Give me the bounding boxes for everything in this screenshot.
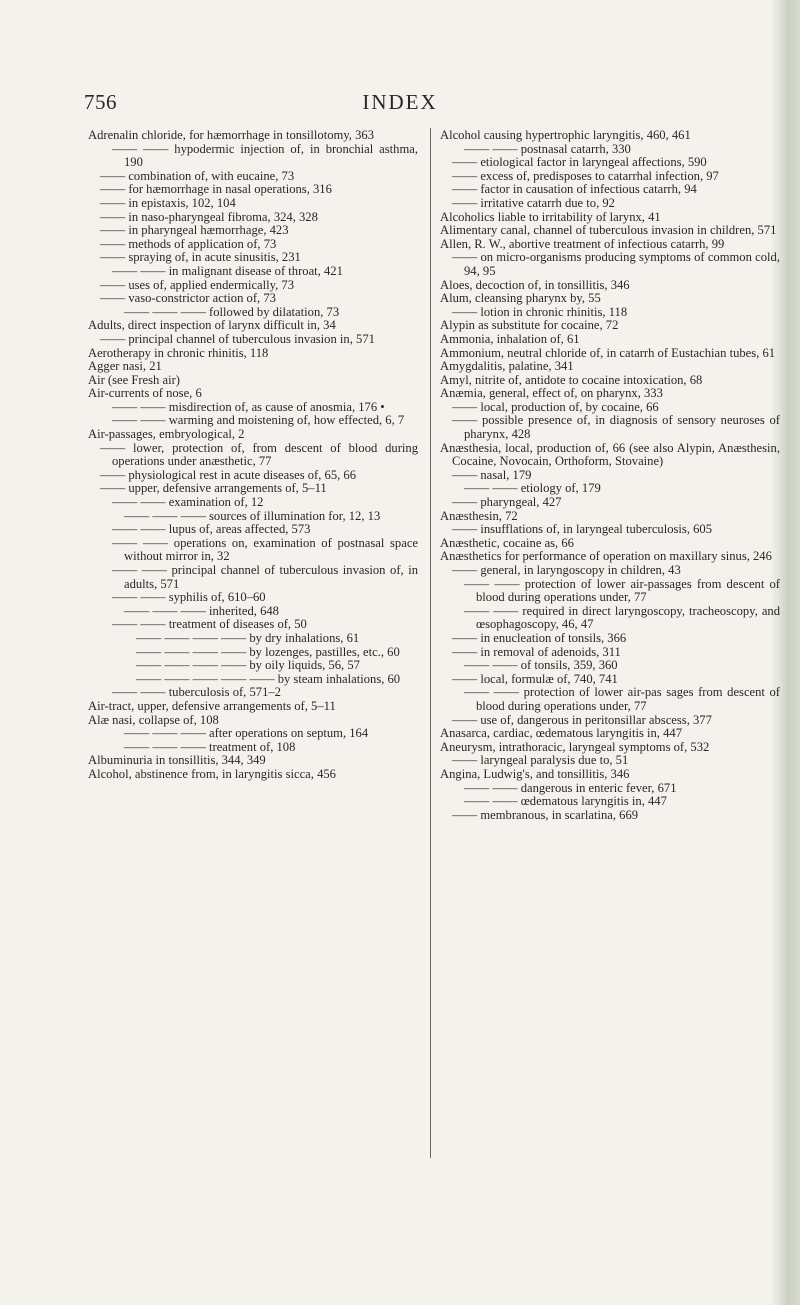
index-entry xyxy=(440,809,780,823)
index-entry-text: lotion in chronic rhinitis, 118 xyxy=(480,304,628,319)
index-entry-dash: —— —— —— xyxy=(124,603,206,618)
index-entry-text: after operations on septum, 164 xyxy=(209,726,369,741)
index-entry-text: Amyl, nitrite of, antidote to cocaine intoxication, 68 xyxy=(440,372,703,387)
index-entry xyxy=(88,428,418,442)
index-entry-dash: —— xyxy=(452,563,478,577)
index-entry-text: use of, dangerous in peritonsillar abscess, 377 xyxy=(480,712,712,727)
index-entry xyxy=(440,156,780,170)
index-entry-dash: —— —— xyxy=(112,563,167,577)
index-column-left xyxy=(88,129,418,782)
index-entry xyxy=(440,442,780,469)
index-entry xyxy=(88,659,418,673)
index-entry-text: Alimentary canal, channel of tuberculous invasion in children, 571 xyxy=(440,223,777,238)
index-entry xyxy=(440,795,780,809)
index-entry-text: Albuminuria in tonsillitis, 344, 349 xyxy=(88,753,266,768)
index-entry xyxy=(88,646,418,660)
index-entry xyxy=(440,714,780,728)
index-entry-dash: —— xyxy=(100,223,126,238)
index-entry-text: on micro-organisms producing symptoms of common cold, 94, 95 xyxy=(464,250,780,278)
index-entry xyxy=(88,537,418,564)
index-entry-text: excess of, predisposes to catarrhal infection, 97 xyxy=(480,168,719,183)
index-entry-dash: —— —— —— xyxy=(124,508,206,523)
index-entry xyxy=(440,659,780,673)
index-entry xyxy=(440,673,780,687)
index-entry xyxy=(440,170,780,184)
index-entry-dash: —— —— xyxy=(112,685,166,700)
index-entry-dash: —— xyxy=(452,712,478,727)
index-entry-dash: —— xyxy=(452,155,478,170)
index-entry-text: spraying of, in acute sinusitis, 231 xyxy=(128,250,301,265)
index-entry xyxy=(88,238,418,252)
index-entry-dash: —— xyxy=(452,467,478,482)
index-entry xyxy=(440,197,780,211)
index-entry-dash: —— xyxy=(452,182,478,197)
index-entry-dash: —— —— —— xyxy=(124,739,206,754)
index-entry-text: general, in laryngoscopy in children, 43 xyxy=(480,563,681,577)
index-entry-text: followed by dilatation, 73 xyxy=(209,304,340,319)
index-entry-text: insufflations of, in laryngeal tuberculosis, 605 xyxy=(480,522,713,537)
index-entry xyxy=(88,591,418,605)
index-entry xyxy=(88,306,418,320)
index-entry-dash: —— —— xyxy=(464,794,518,809)
index-entry xyxy=(440,537,780,551)
index-entry-dash: —— xyxy=(452,304,478,319)
index-entry-dash: —— —— xyxy=(112,590,166,605)
index-entry xyxy=(440,564,780,578)
index-entry-text: laryngeal paralysis due to, 51 xyxy=(480,753,629,768)
index-entry xyxy=(88,605,418,619)
index-entry-text: Anæsthetics for performance of operation on maxillary sinus, 246 xyxy=(440,549,772,564)
index-entry-text: principal channel of tuberculous invasion of, in adults, 571 xyxy=(124,563,418,591)
index-entry xyxy=(440,605,780,632)
index-entry-text: Allen, R. W., abortive treatment of infectious catarrh, 99 xyxy=(440,236,725,251)
index-entry xyxy=(440,319,780,333)
index-entry xyxy=(440,523,780,537)
index-entry-text: local, formulæ of, 740, 741 xyxy=(480,671,618,686)
index-entry-dash: —— xyxy=(452,630,478,645)
index-entry-text: physiological rest in acute diseases of, 65, 66 xyxy=(128,467,357,482)
index-entry-text: etiology of, 179 xyxy=(520,481,601,496)
index-entry-dash: —— xyxy=(100,440,126,455)
index-entry xyxy=(440,768,780,782)
index-entry xyxy=(88,632,418,646)
index-entry-dash: —— xyxy=(100,195,126,210)
index-entry-text: Anæsthetic, cocaine as, 66 xyxy=(440,535,574,550)
index-entry-dash: —— —— —— —— —— xyxy=(136,671,275,686)
index-entry xyxy=(88,347,418,361)
index-entry-dash: —— xyxy=(452,495,478,510)
index-entry xyxy=(440,183,780,197)
index-entry-text: factor in causation of infectious catarrh, 94 xyxy=(480,182,697,197)
index-entry xyxy=(440,646,780,660)
index-entry-dash: —— —— xyxy=(464,780,518,795)
index-entry-text: Ammonium, neutral chloride of, in catarrh of Eustachian tubes, 61 xyxy=(440,345,776,360)
index-entry-text: uses of, applied endermically, 73 xyxy=(128,277,294,292)
index-entry-dash: —— —— xyxy=(112,141,169,156)
index-entry-text: methods of application of, 73 xyxy=(128,236,277,251)
index-entry xyxy=(88,442,418,469)
index-column-right xyxy=(440,129,780,822)
index-entry-text: upper, defensive arrangements of, 5–11 xyxy=(128,481,327,496)
index-entry-dash: —— —— xyxy=(464,603,519,618)
index-entry-dash: —— xyxy=(452,250,478,265)
index-entry xyxy=(440,510,780,524)
index-entry xyxy=(88,224,418,238)
index-entry-text: vaso-constrictor action of, 73 xyxy=(128,291,276,306)
index-entry xyxy=(440,632,780,646)
index-entry-text: œdematous laryngitis in, 447 xyxy=(520,794,667,809)
index-entry-dash: —— xyxy=(100,236,126,251)
index-entry xyxy=(440,686,780,713)
index-entry-dash: —— —— —— xyxy=(124,304,206,319)
index-entry xyxy=(440,782,780,796)
index-entry xyxy=(440,279,780,293)
index-entry xyxy=(88,523,418,537)
index-entry-dash: —— xyxy=(452,195,478,210)
index-entry xyxy=(440,374,780,388)
index-entry xyxy=(440,482,780,496)
index-entry-text: tuberculosis of, 571–2 xyxy=(168,685,281,700)
index-entry-text: protection of lower air-pas sages from descent of blood during operations under, 77 xyxy=(476,685,781,713)
index-entry xyxy=(440,306,780,320)
index-entry-text: lupus of, areas affected, 573 xyxy=(168,522,311,537)
index-entry-dash: —— xyxy=(452,644,478,659)
index-entry xyxy=(88,129,418,143)
index-entry-text: postnasal catarrh, 330 xyxy=(520,141,631,156)
index-entry xyxy=(88,265,418,279)
index-entry-text: protection of lower air-passages from descent of blood during operations under, 77 xyxy=(476,576,780,605)
index-entry-text: nasal, 179 xyxy=(480,467,532,482)
index-entry-text: Air (see Fresh air) xyxy=(88,372,180,387)
index-entry xyxy=(440,129,780,143)
index-entry xyxy=(88,401,418,415)
index-entry-text: by lozenges, pastilles, etc., 60 xyxy=(249,644,400,659)
index-entry-text: Aloes, decoction of, in tonsillitis, 346 xyxy=(440,277,630,292)
index-entry-text: warming and moistening of, how effected, 6, 7 xyxy=(168,413,405,428)
column-divider xyxy=(430,128,431,1158)
index-entry-dash: —— —— xyxy=(464,481,518,496)
index-entry-text: Anæsthesin, 72 xyxy=(440,508,518,523)
index-entry-dash: —— —— xyxy=(112,535,169,550)
index-entry xyxy=(88,374,418,388)
index-entry-text: by dry inhalations, 61 xyxy=(249,630,360,645)
index-entry-dash: —— xyxy=(100,209,126,224)
index-entry-text: combination of, with eucaine, 73 xyxy=(128,168,295,183)
index-entry xyxy=(440,143,780,157)
index-entry xyxy=(88,714,418,728)
index-entry-text: Adrenalin chloride, for hæmorrhage in tonsillotomy, 363 xyxy=(88,128,374,142)
index-entry xyxy=(88,510,418,524)
index-entry-text: Alum, cleansing pharynx by, 55 xyxy=(440,291,601,306)
index-entry xyxy=(88,387,418,401)
index-entry-dash: —— xyxy=(452,413,478,428)
index-entry-text: in malignant disease of throat, 421 xyxy=(168,263,343,278)
index-entry-text: lower, protection of, from descent of blood during operations under anæsthetic, 77 xyxy=(112,440,418,469)
index-entry xyxy=(88,292,418,306)
index-entry-text: Ammonia, inhalation of, 61 xyxy=(440,331,580,346)
index-entry-text: irritative catarrh due to, 92 xyxy=(480,195,615,210)
index-entry-dash: —— xyxy=(100,250,126,265)
index-entry xyxy=(88,754,418,768)
index-entry-dash: —— —— —— xyxy=(124,726,206,741)
index-entry-dash: —— —— —— —— xyxy=(136,658,247,673)
index-entry xyxy=(440,387,780,401)
index-entry-text: treatment of diseases of, 50 xyxy=(168,617,307,632)
index-entry xyxy=(88,414,418,428)
index-entry xyxy=(440,578,780,605)
index-entry xyxy=(440,727,780,741)
index-entry-text: Anasarca, cardiac, œdematous laryngitis in, 447 xyxy=(440,726,682,741)
index-entry xyxy=(440,211,780,225)
index-entry-dash: —— —— xyxy=(112,522,166,537)
index-entry-dash: —— —— —— —— xyxy=(136,630,247,645)
index-entry-dash: —— xyxy=(100,182,126,197)
index-entry xyxy=(440,238,780,252)
index-entry-text: dangerous in enteric fever, 671 xyxy=(520,780,677,795)
index-entry-text: in enucleation of tonsils, 366 xyxy=(480,630,627,645)
index-entry-dash: —— xyxy=(452,671,478,686)
index-entry-text: Alypin as substitute for cocaine, 72 xyxy=(440,318,619,333)
index-entry xyxy=(88,197,418,211)
index-entry xyxy=(88,768,418,782)
index-entry-text: membranous, in scarlatina, 669 xyxy=(480,807,639,822)
index-entry-text: syphilis of, 610–60 xyxy=(168,590,266,605)
index-entry-text: Alcoholics liable to irritability of larynx, 41 xyxy=(440,209,661,224)
index-entry xyxy=(88,482,418,496)
index-entry xyxy=(88,333,418,347)
index-entry xyxy=(88,564,418,591)
index-entry xyxy=(88,170,418,184)
index-entry-dash: —— —— xyxy=(112,617,166,632)
index-entry-text: etiological factor in laryngeal affections, 590 xyxy=(480,155,707,170)
index-entry xyxy=(88,279,418,293)
index-entry-text: required in direct laryngoscopy, tracheoscopy, and œsophagoscopy, 46, 47 xyxy=(476,603,780,632)
index-entry-text: local, production of, by cocaine, 66 xyxy=(480,399,659,414)
index-entry-dash: —— xyxy=(452,807,478,822)
index-entry-dash: —— xyxy=(100,481,126,496)
index-entry-text: pharyngeal, 427 xyxy=(480,495,562,510)
index-entry-text: in naso-pharyngeal fibroma, 324, 328 xyxy=(128,209,318,224)
index-entry-text: in epistaxis, 102, 104 xyxy=(128,195,236,210)
index-entry xyxy=(440,360,780,374)
index-entry-dash: —— xyxy=(100,291,126,306)
index-entry-dash: —— —— xyxy=(112,413,166,428)
index-entry xyxy=(88,727,418,741)
index-entry-dash: —— xyxy=(100,467,126,482)
index-entry-dash: —— —— xyxy=(464,658,518,673)
index-entry-text: operations on, examination of postnasal space without mirror in, 32 xyxy=(124,535,419,564)
index-entry-dash: —— xyxy=(452,522,478,537)
index-entry-text: Aerotherapy in chronic rhinitis, 118 xyxy=(88,345,269,360)
index-entry-text: Anæsthesia, local, production of, 66 (see also Alypin, Anæsthesin, Cocaine, Novocain, Orthoform, Stovaine) xyxy=(440,440,780,469)
index-entry xyxy=(440,251,780,278)
index-entry-text: in removal of adenoids, 311 xyxy=(480,644,621,659)
index-entry xyxy=(440,347,780,361)
index-entry-dash: —— xyxy=(452,753,478,768)
index-entry-text: Alæ nasi, collapse of, 108 xyxy=(88,712,219,727)
index-entry-text: inherited, 648 xyxy=(209,603,279,618)
index-entry xyxy=(88,319,418,333)
index-entry-dash: —— —— xyxy=(112,495,166,510)
index-entry-text: Air-tract, upper, defensive arrangements of, 5–11 xyxy=(88,698,336,713)
index-entry xyxy=(440,333,780,347)
page-header xyxy=(0,90,800,120)
index-entry xyxy=(88,673,418,687)
index-entry-text: Anæmia, general, effect of, on pharynx, 333 xyxy=(440,386,663,401)
index-entry xyxy=(88,251,418,265)
index-entry xyxy=(88,618,418,632)
index-entry-dash: —— —— xyxy=(464,141,518,156)
index-entry-dash: —— xyxy=(452,168,478,183)
index-entry-text: sources of illumination for, 12, 13 xyxy=(209,508,381,523)
index-entry-dash: —— —— —— —— xyxy=(136,644,247,659)
index-entry-text: misdirection of, as cause of anosmia, 176 • xyxy=(168,399,385,414)
page-title: INDEX xyxy=(362,90,438,114)
index-entry xyxy=(440,496,780,510)
index-entry xyxy=(440,224,780,238)
index-entry xyxy=(88,211,418,225)
index-entry xyxy=(440,550,780,564)
index-entry-text: Agger nasi, 21 xyxy=(88,359,162,374)
index-entry-text: by oily liquids, 56, 57 xyxy=(249,658,360,673)
index-entry-text: Angina, Ludwig's, and tonsillitis, 346 xyxy=(440,766,630,781)
index-entry-text: Aneurysm, intrathoracic, laryngeal symptoms of, 532 xyxy=(440,739,710,754)
index-entry-text: Air-currents of nose, 6 xyxy=(88,386,202,401)
index-entry xyxy=(88,183,418,197)
index-entry xyxy=(440,754,780,768)
index-entry-text: possible presence of, in diagnosis of sensory neuroses of pharynx, 428 xyxy=(464,413,780,442)
index-entry xyxy=(440,292,780,306)
index-entry xyxy=(440,414,780,441)
index-entry-dash: —— xyxy=(100,277,126,292)
index-entry xyxy=(88,496,418,510)
index-entry-dash: —— xyxy=(100,168,126,183)
index-entry-dash: —— xyxy=(100,331,126,346)
index-entry-text: principal channel of tuberculous invasion in, 571 xyxy=(128,331,375,346)
index-entry-text: treatment of, 108 xyxy=(209,739,296,754)
index-entry xyxy=(88,741,418,755)
index-entry-text: Alcohol, abstinence from, in laryngitis sicca, 456 xyxy=(88,766,336,781)
index-entry-text: hypodermic injection of, in bronchial asthma, 190 xyxy=(124,141,419,170)
index-entry-text: of tonsils, 359, 360 xyxy=(520,658,618,673)
index-entry-dash: —— —— xyxy=(464,576,520,591)
index-entry xyxy=(440,469,780,483)
index-entry-text: by steam inhalations, 60 xyxy=(277,671,401,686)
page-number: 756 xyxy=(84,90,117,114)
index-entry xyxy=(88,700,418,714)
index-entry-dash: —— —— xyxy=(112,399,166,414)
index-entry xyxy=(440,401,780,415)
index-entry xyxy=(88,143,418,170)
index-entry-text: in pharyngeal hæmorrhage, 423 xyxy=(128,223,289,238)
index-entry xyxy=(88,360,418,374)
index-entry-text: Adults, direct inspection of larynx difficult in, 34 xyxy=(88,318,336,333)
index-entry xyxy=(440,741,780,755)
index-entry-text: Alcohol causing hypertrophic laryngitis, 460, 461 xyxy=(440,128,691,142)
index-entry-text: examination of, 12 xyxy=(168,495,264,510)
index-entry-dash: —— —— xyxy=(112,263,166,278)
index-entry xyxy=(88,686,418,700)
index-entry-text: Air-passages, embryological, 2 xyxy=(88,427,245,442)
index-entry-text: Amygdalitis, palatine, 341 xyxy=(440,359,574,374)
index-entry-text: for hæmorrhage in nasal operations, 316 xyxy=(128,182,332,197)
index-entry-dash: —— —— xyxy=(464,685,519,700)
index-entry xyxy=(88,469,418,483)
index-entry-dash: —— xyxy=(452,399,478,414)
